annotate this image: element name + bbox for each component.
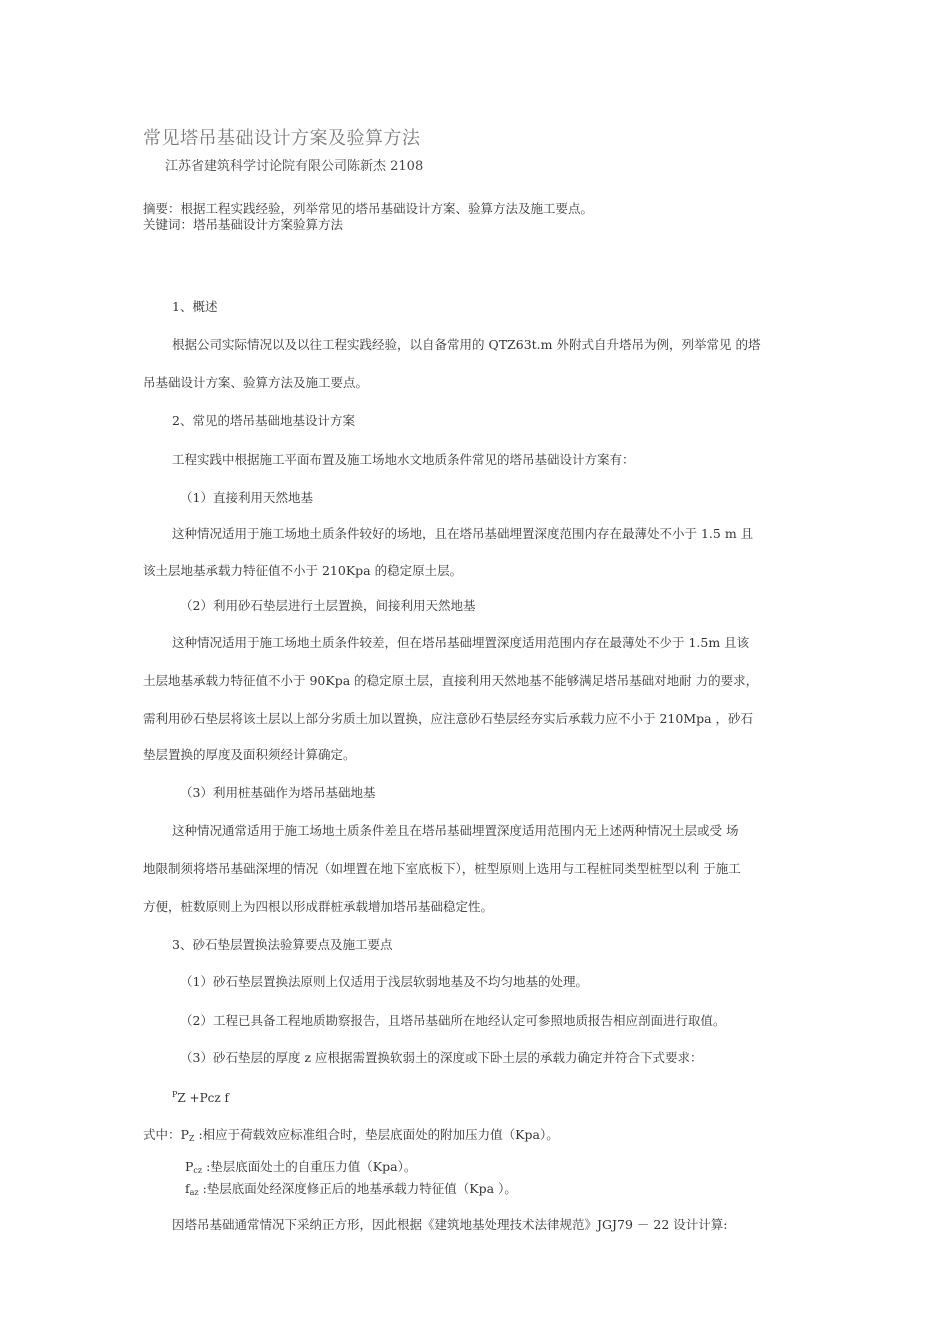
paragraph-line: 需利用砂石垫层将该土层以上部分劣质土加以置换，应注意砂石垫层经夯实后承载力应不小于 210Mpa ，砂石 <box>143 711 754 726</box>
paragraph-line: 这种情况适用于施工场地土质条件较好的场地，且在塔吊基础埋置深度范围内存在最薄处不小于 1.5 m 且 <box>172 526 754 541</box>
paragraph-line: 这种情况通常适用于施工场地土质条件差且在塔吊基础埋置深度适用范围内无上述两种情况土层或受 场 <box>172 823 739 838</box>
formula <box>172 1090 229 1105</box>
author-line: 江苏省建筑科学讨论院有限公司陈新杰 2108 <box>165 159 424 174</box>
paragraph-line: 工程实践中根据施工平面布置及施工场地水文地质条件常见的塔吊基础设计方案有： <box>172 452 635 467</box>
paragraph-line: 土层地基承载力特征值不小于 90Kpa 的稳定原土层，直接利用天然地基不能够满足塔吊基础对地耐 力的要求， <box>143 673 759 688</box>
definition-text: :垫层底面处土的自重压力值（Kpa）。 <box>202 1159 417 1174</box>
abstract: 摘要：根据工程实践经验，列举常见的塔吊基础设计方案、验算方法及施工要点。 <box>143 201 594 216</box>
subheading: （3）利用桩基础作为塔吊基础地基 <box>180 785 376 800</box>
paragraph-line: 方便，桩数原则上为四根以形成群桩承载增加塔吊基础稳定性。 <box>143 899 494 914</box>
definition-symbol: f <box>185 1181 190 1196</box>
definition-subscript: cz <box>193 1166 203 1175</box>
subheading: （2）利用砂石垫层进行土层置换，间接利用天然地基 <box>180 598 476 613</box>
definition-symbol: 式中：P <box>143 1127 189 1142</box>
paragraph-line: 这种情况适用于施工场地土质条件较差，但在塔吊基础埋置深度适用范围内存在最薄处不少于 1.5m 且该 <box>172 635 750 650</box>
paragraph-line: 该土层地基承载力特征值不小于 210Kpa 的稳定原土层。 <box>143 563 463 578</box>
definition-faz <box>185 1179 517 1197</box>
definition-pz <box>143 1125 559 1143</box>
definition-text: :垫层底面处经深度修正后的地基承载力特征值（Kpa ）。 <box>198 1181 517 1196</box>
formula-p: P <box>172 1090 178 1099</box>
section-heading-2: 2、常见的塔吊基础地基设计方案 <box>172 413 355 428</box>
list-item: （1）砂石垫层置换法原则上仅适用于浅层软弱地基及不均匀地基的处理。 <box>180 974 588 989</box>
subheading: （1）直接利用天然地基 <box>180 490 313 505</box>
definition-subscript: Z <box>188 1134 195 1143</box>
definition-text: :相应于荷载效应标准组合时，垫层底面处的附加压力值（Kpa）。 <box>194 1127 559 1142</box>
document-title: 常见塔吊基础设计方案及验算方法 <box>143 128 421 149</box>
paragraph-line: 吊基础设计方案、验算方法及施工要点。 <box>143 375 369 390</box>
list-item: （3）砂石垫层的厚度 z 应根据需置换软弱土的深度或下卧土层的承载力确定并符合下式要求： <box>180 1050 703 1065</box>
definition-pcz <box>185 1157 416 1175</box>
list-item: （2）工程已具备工程地质勘察报告，且塔吊基础所在地经认定可参照地质报告相应剖面进行取值。 <box>180 1013 726 1028</box>
definition-subscript: az <box>189 1188 199 1197</box>
keywords: 关键词：塔吊基础设计方案验算方法 <box>143 217 344 232</box>
section-heading-1: 1、概述 <box>172 299 218 314</box>
paragraph-line: 地限制须将塔吊基础深埋的情况（如埋置在地下室底板下），桩型原则上选用与工程桩同类型桩型以利 于施工 <box>143 861 741 876</box>
paragraph-line: 因塔吊基础通常情况下采纳正方形，因此根据《建筑地基处理技术法律规范》JGJ79 － 22 设计计算: <box>172 1217 728 1232</box>
section-heading-3: 3、砂石垫层置换法验算要点及施工要点 <box>172 937 393 952</box>
formula-rest: Z +Pcz f <box>177 1091 229 1105</box>
definition-symbol: P <box>185 1159 194 1174</box>
paragraph-line: 垫层置换的厚度及面积须经计算确定。 <box>143 747 356 762</box>
paragraph-line: 根据公司实际情况以及以往工程实践经验，以自备常用的 QTZ63t.m 外附式自升塔吊为例，列举常见 的塔 <box>172 337 761 352</box>
